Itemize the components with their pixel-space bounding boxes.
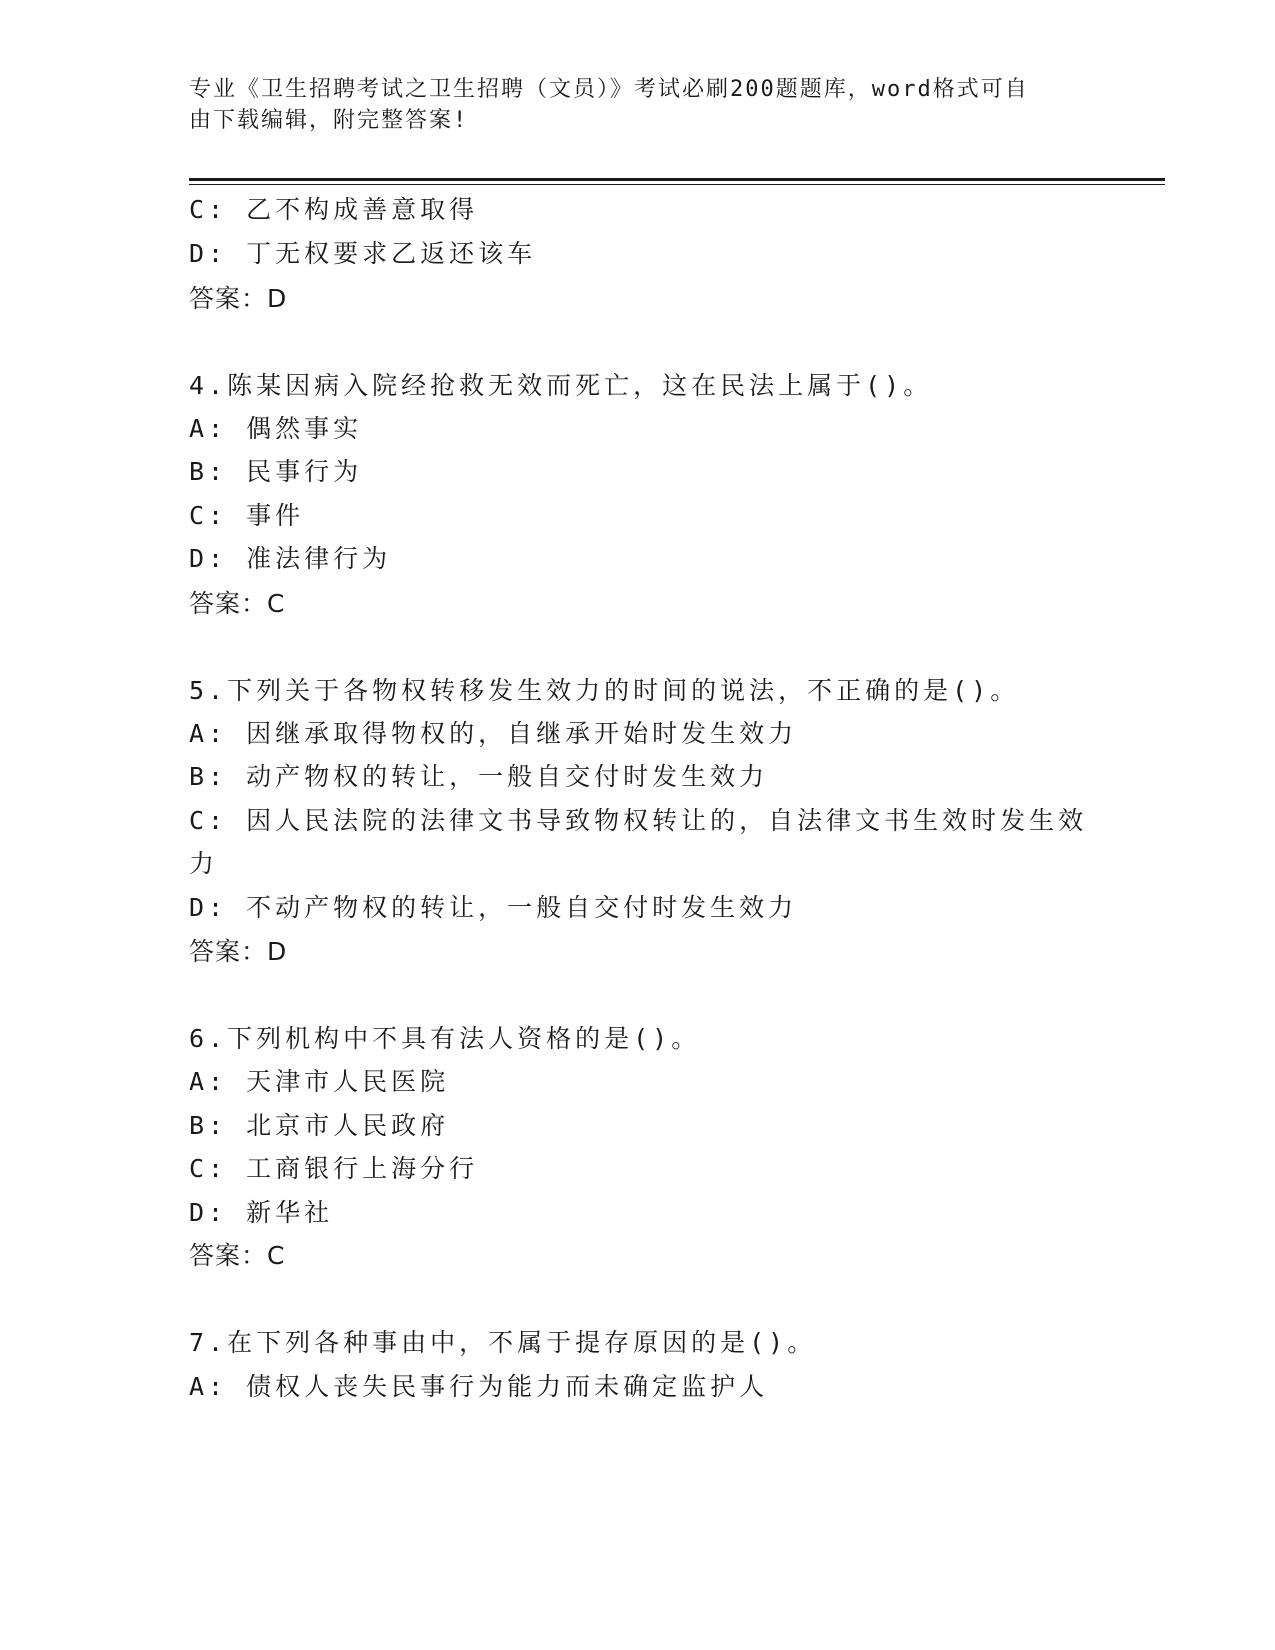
q6-option-a: A: 天津市人民医院 <box>189 1067 450 1096</box>
header-line-1: 专业《卫生招聘考试之卫生招聘（文员）》考试必刷200题题库，word格式可自 <box>189 77 1029 102</box>
q4-option-d: D: 准法律行为 <box>189 544 392 573</box>
q6-question: 6.下列机构中不具有法人资格的是()。 <box>189 1024 701 1053</box>
q3-option-d: D: 丁无权要求乙返还该车 <box>189 239 537 268</box>
q6-answer: 答案：C <box>189 1241 286 1270</box>
q6-option-b: B: 北京市人民政府 <box>189 1111 450 1140</box>
q5-answer: 答案：D <box>189 937 288 966</box>
q5-option-b: B: 动产物权的转让，一般自交付时发生效力 <box>189 762 769 791</box>
q5-option-a: A: 因继承取得物权的，自继承开始时发生效力 <box>189 719 798 748</box>
q6-option-c: C: 工商银行上海分行 <box>189 1154 479 1183</box>
q3-option-c: C: 乙不构成善意取得 <box>189 195 479 224</box>
q7-question: 7.在下列各种事由中，不属于提存原因的是()。 <box>189 1328 817 1357</box>
q4-question: 4.陈某因病入院经抢救无效而死亡，这在民法上属于()。 <box>189 371 933 400</box>
q4-option-c: C: 事件 <box>189 501 305 530</box>
q4-answer: 答案：C <box>189 589 286 618</box>
q5-option-c-line-1: C: 因人民法院的法律文书导致物权转让的，自法律文书生效时发生效 <box>189 806 1088 835</box>
q5-option-d: D: 不动产物权的转让，一般自交付时发生效力 <box>189 893 798 922</box>
q4-option-a: A: 偶然事实 <box>189 414 363 443</box>
q7-option-a: A: 债权人丧失民事行为能力而未确定监护人 <box>189 1372 769 1401</box>
q3-answer: 答案：D <box>189 284 288 313</box>
header-rule-thin <box>189 184 1165 185</box>
q5-option-c-line-2: 力 <box>189 849 219 878</box>
q5-question: 5.下列关于各物权转移发生效力的时间的说法，不正确的是()。 <box>189 676 1020 705</box>
header-line-2: 由下载编辑，附完整答案! <box>189 108 469 133</box>
q6-option-d: D: 新华社 <box>189 1198 334 1227</box>
document-header <box>189 74 1089 136</box>
header-rule-thick <box>189 178 1165 181</box>
q4-option-b: B: 民事行为 <box>189 457 363 486</box>
